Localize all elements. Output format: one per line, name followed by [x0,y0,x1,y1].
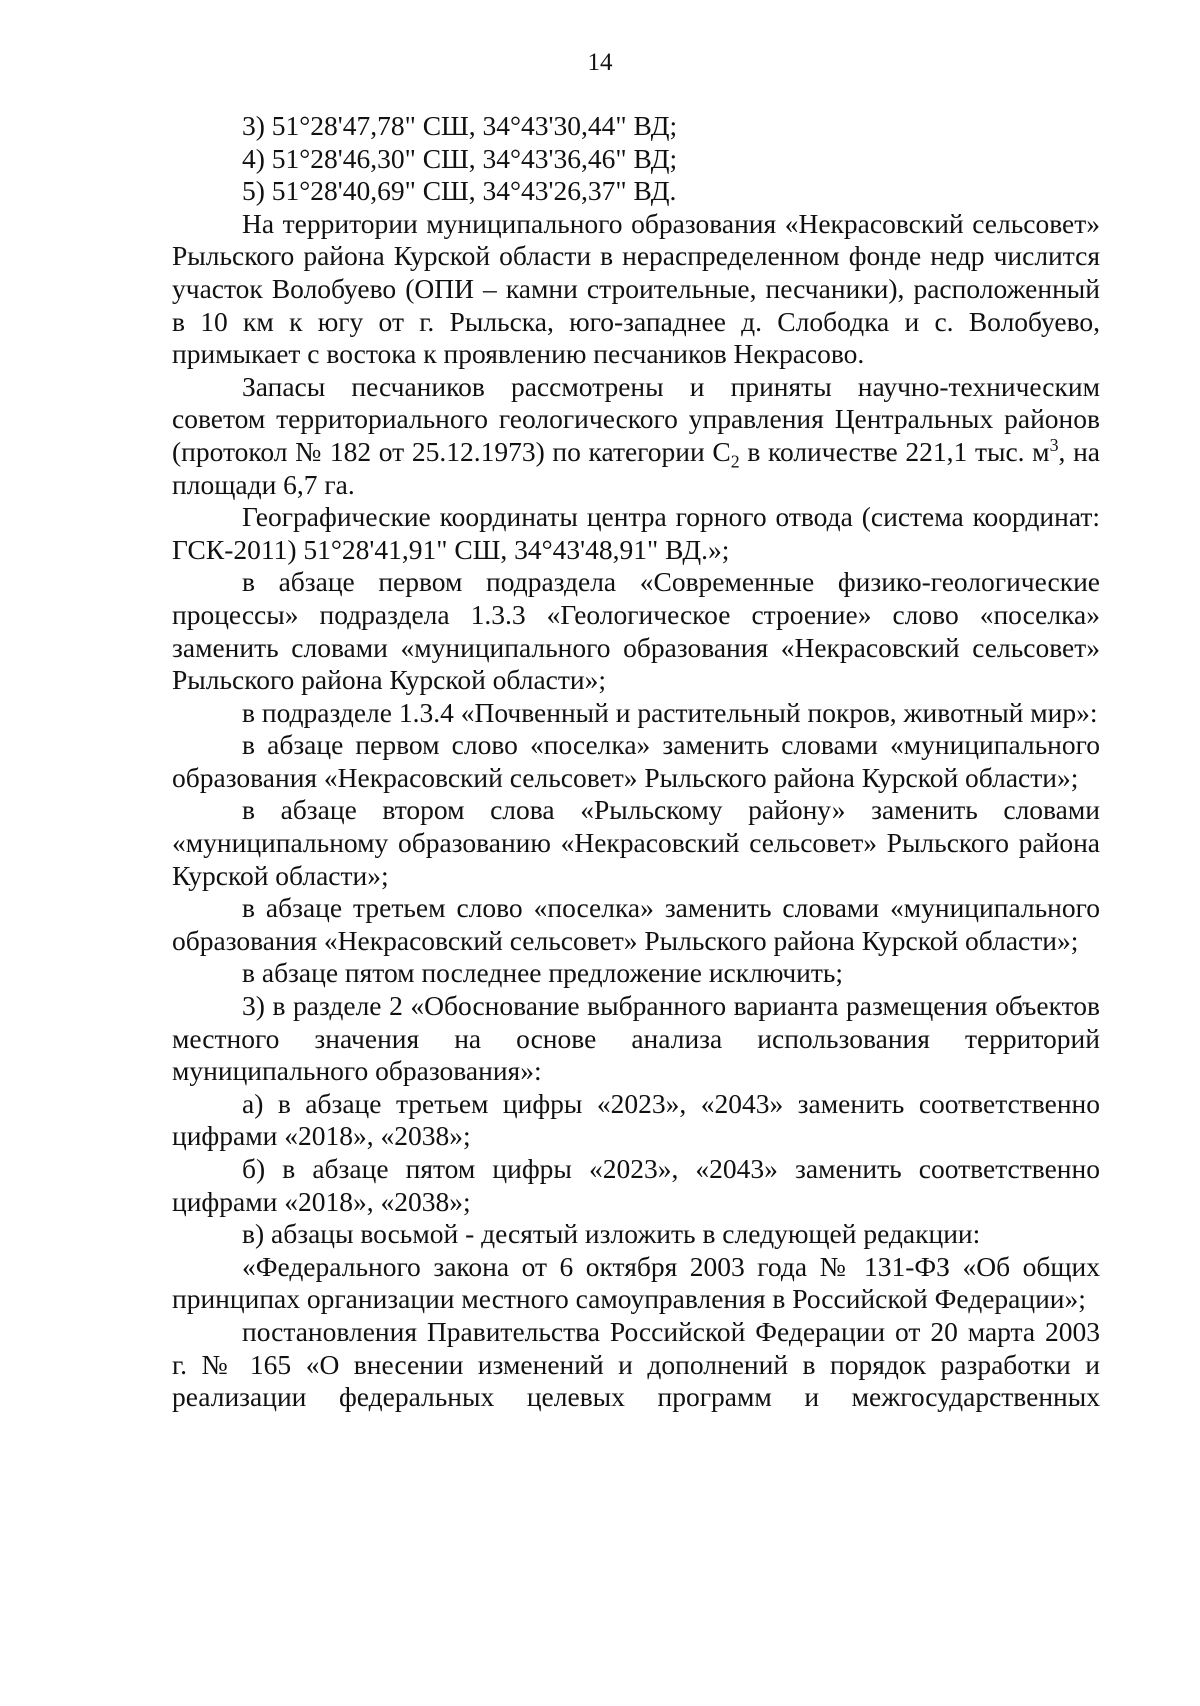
paragraph-amendment-third: в абзаце третьем слово «поселка» заменить словами «муниципального образования «Некрасовский сельсовет» Рыльского района Курской области»; [172,892,1100,956]
page-number: 14 [587,49,613,76]
paragraph-amendment-fifth: в абзаце пятом последнее предложение исключить; [242,957,844,989]
cubic-superscript: 3 [1049,434,1059,455]
paragraph-amendment-second: в абзаце втором слова «Рыльскому району» заменить словами «муниципальному образованию «Некрасовский сельсовет» Рыльского района Курской области»; [172,794,1100,891]
paragraph-volobuevo-site: На территории муниципального образования «Некрасовский сельсовет» Рыльского района Курской области в нераспределенном фонде недр числится участок Волобуево (ОПИ – камни строительные, песчаники), расположенный в 10 км к югу от г. Рыльска, юго-западнее д. Слободка и с. Волобуево, примыкает с востока к проявлению песчаников Некрасово. [172,207,1100,370]
reserves-text-end: , на площади 6,7 га. [172,435,1100,500]
paragraph-federal-law: «Федерального закона от 6 октября 2003 года № 131-ФЗ «Об общих принципах организации местного самоуправления в Российской Федерации»; [172,1250,1100,1315]
paragraph-subsection-134: в подразделе 1.3.4 «Почвенный и растительный покров, животный мир»: [242,696,1098,728]
coordinate-item-3: 3) 51°28'47,78" СШ, 34°43'30,44" ВД; [242,110,678,141]
paragraph-item-v: в) абзацы восьмой - десятый изложить в следующей редакции: [242,1218,981,1250]
document-body [172,110,1100,1414]
reserves-text-start: Запасы песчаников рассмотрены и приняты научно-техническим советом территориального геологического управления Центральных районов (протокол № 182 от 25.12.1973) по категории С [172,370,1100,467]
category-subscript: 2 [730,451,740,472]
paragraph-reserves [172,371,1100,501]
paragraph-item-a: а) в абзаце третьем цифры «2023», «2043» заменить соответственно цифрами «2018», «2038»; [172,1087,1100,1152]
paragraph-amendment-first: в абзаце первом слово «поселка» заменить словами «муниципального образования «Некрасовский сельсовет» Рыльского района Курской области»; [172,729,1100,793]
coordinate-item-4: 4) 51°28'46,30" СШ, 34°43'36,46" ВД; [242,142,678,174]
paragraph-government-decree: постановления Правительства Российской Федерации от 20 марта 2003 г. № 165 «О внесении изменений и дополнений в порядок разработки и реализации федеральных целевых программ и межгосударственных [172,1315,1100,1413]
paragraph-item-b: б) в абзаце пятом цифры «2023», «2043» заменить соответственно цифрами «2018», «2038»; [172,1153,1100,1217]
paragraph-section-2: 3) в разделе 2 «Обоснование выбранного варианта размещения объектов местного значения на основе анализа использования территорий муниципального образования»: [172,990,1100,1087]
paragraph-amendment-processes: в абзаце первом подраздела «Современные физико-геологические процессы» подраздела 1.3.3 «Геологическое строение» слово «поселка» заменить словами «муниципального образования «Некрасовский сельсовет» Рыльского района Курской области»; [172,566,1100,696]
coordinate-item-5: 5) 51°28'40,69" СШ, 34°43'26,37" ВД. [242,175,677,207]
paragraph-geo-coordinates: Географические координаты центра горного отвода (система координат: ГСК-2011) 51°28'41,91" СШ, 34°43'48,91" ВД.»; [172,501,1100,565]
reserves-text-middle: в количестве 221,1 тыс. м [739,435,1050,467]
